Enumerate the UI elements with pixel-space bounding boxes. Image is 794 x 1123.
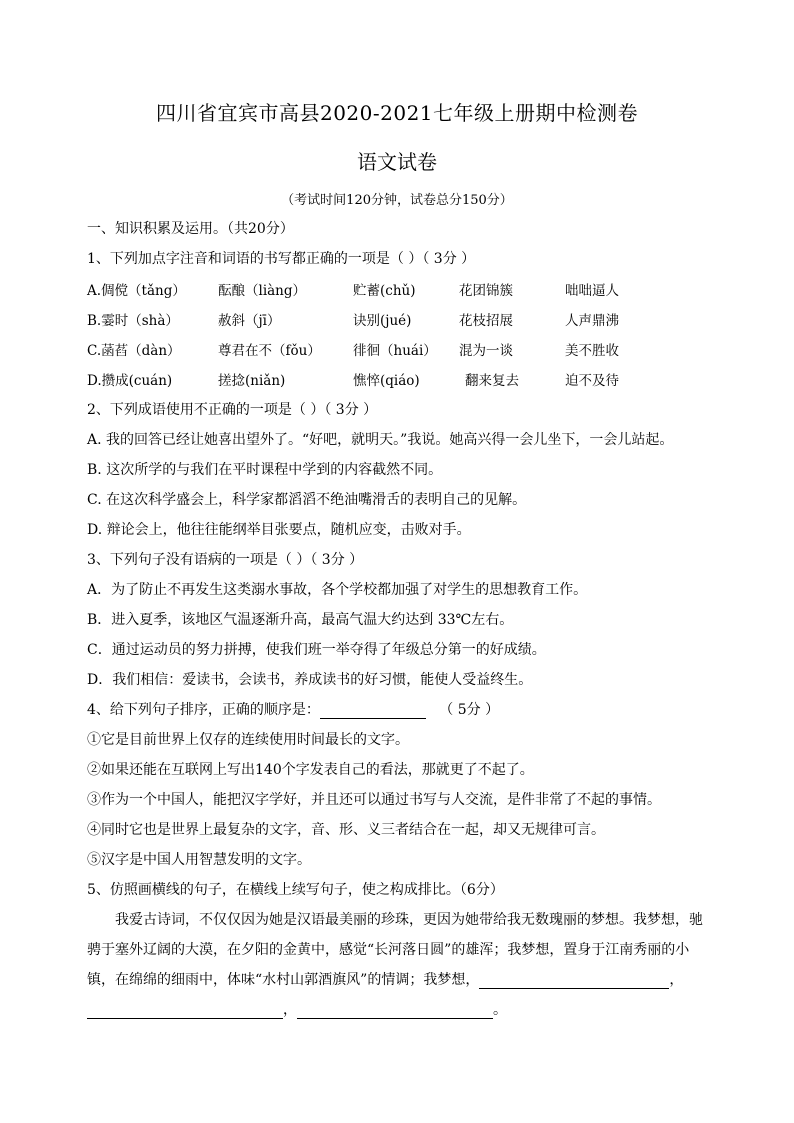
option-cell: D.攒成(cuán) — [87, 373, 173, 389]
question-4-stem — [87, 699, 499, 719]
option-cell: 憔悴(qiáo) — [353, 373, 420, 389]
question-3-option-d: D．我们相信：爱读书，会读书，养成读书的好习惯，能使人受益终生。 — [87, 672, 533, 688]
question-2-stem: 2、下列成语使用不正确的一项是（ ）（ 3分 ） — [87, 402, 378, 418]
question-4-score: （ 5分 ） — [439, 702, 500, 718]
option-cell: 徘徊（huái） — [353, 343, 437, 359]
section-heading: 一、知识积累及运用。（共20分） — [87, 221, 294, 237]
option-cell: 翻来复去 — [465, 373, 519, 389]
question-2-option-b: B. 这次所学的与我们在平时课程中学到的内容截然不同。 — [87, 462, 443, 478]
option-cell: B.霎时（shà） — [87, 313, 179, 329]
question-4-item-2: ②如果还能在互联网上写出140个字发表自己的看法，那就更了不起了。 — [87, 762, 534, 778]
option-cell: A.倜傥（tǎng） — [87, 283, 186, 299]
option-cell: 尊君在不（fǒu） — [218, 343, 321, 359]
answer-blank[interactable] — [297, 1004, 493, 1019]
exam-time-note: （考试时间120分钟，试卷总分150分） — [281, 193, 513, 208]
question-5-line-3-text: 镇，在绵绵的细雨中，体味“水村山郭酒旗风”的情调；我梦想， — [87, 972, 480, 988]
answer-blank[interactable] — [87, 1004, 283, 1019]
question-5-stem: 5、仿照画横线的句子，在横线上续写句子，使之构成排比。（6分） — [87, 882, 504, 898]
answer-blank[interactable] — [479, 974, 669, 989]
question-3-stem: 3、下列句子没有语病的一项是（ ）（ 3分 ） — [87, 552, 364, 568]
question-5-paragraph-line-1: 我爱古诗词，不仅仅因为她是汉语最美丽的珍珠，更因为她带给我无数瑰丽的梦想。我梦想，驰 — [115, 912, 703, 928]
question-4-stem-text: 4、给下列句子排序，正确的顺序是： — [87, 702, 320, 718]
question-4-item-3: ③作为一个中国人，能把汉字学好，并且还可以通过书写与人交流，是件非常了不起的事情。 — [87, 792, 661, 808]
question-5-paragraph-line-2: 骋于塞外辽阔的大漠，在夕阳的金黄中，感觉“长河落日圆”的雄浑；我梦想，置身于江南秀丽的小 — [87, 942, 690, 958]
question-4-item-4: ④同时它也是世界上最复杂的文字，音、形、义三者结合在一起，却又无规律可言。 — [87, 822, 605, 838]
option-cell: C.菡萏（dàn） — [87, 343, 181, 359]
question-4-item-1: ①它是目前世界上仅存的连续使用时间最长的文字。 — [87, 732, 409, 748]
question-5-paragraph-line-4 — [87, 999, 507, 1019]
option-cell: 花团锦簇 — [459, 283, 513, 299]
exam-title: 四川省宜宾市高县2020-2021七年级上册期中检测卷 — [155, 101, 639, 125]
option-cell: 美不胜收 — [565, 343, 619, 359]
option-cell: 搓捻(niǎn) — [218, 373, 286, 389]
question-3-option-c: C．通过运动员的努力拼搏，使我们班一举夺得了年级总分第一的好成绩。 — [87, 642, 546, 658]
question-5-paragraph-line-3 — [87, 969, 683, 989]
question-1-stem: 1、下列加点字注音和词语的书写都正确的一项是（ ）（ 3分 ） — [87, 251, 476, 267]
comma: ， — [669, 972, 684, 988]
option-cell: 咄咄逼人 — [565, 283, 619, 299]
comma: ， — [283, 1002, 297, 1018]
answer-blank[interactable] — [320, 704, 426, 719]
question-2-option-d: D. 辩论会上，他往往能纲举目张要点，随机应变，击败对手。 — [87, 522, 471, 538]
period: 。 — [493, 1002, 507, 1018]
option-cell: 迫不及待 — [565, 373, 619, 389]
option-cell: 酝酿（liàng） — [218, 283, 307, 299]
option-cell: 花枝招展 — [459, 313, 513, 329]
option-cell: 赦斜（jī） — [218, 313, 281, 329]
question-4-item-5: ⑤汉字是中国人用智慧发明的文字。 — [87, 852, 311, 868]
question-3-option-b: B．进入夏季，该地区气温逐渐升高，最高气温大约达到 33℃左右。 — [87, 612, 514, 628]
option-cell: 人声鼎沸 — [565, 313, 619, 329]
question-3-option-a: A．为了防止不再发生这类溺水事故，各个学校都加强了对学生的思想教育工作。 — [87, 582, 588, 598]
option-cell: 贮蓄(chǔ) — [353, 283, 416, 299]
question-2-option-a: A. 我的回答已经让她喜出望外了。“好吧，就明天。”我说。她高兴得一会儿坐下，一会儿站起。 — [87, 432, 674, 448]
option-cell: 混为一谈 — [459, 343, 513, 359]
question-2-option-c: C. 在这次科学盛会上，科学家都滔滔不绝油嘴滑舌的表明自己的见解。 — [87, 492, 527, 508]
option-cell: 诀别(jué) — [353, 313, 412, 329]
exam-subtitle: 语文试卷 — [357, 150, 437, 174]
